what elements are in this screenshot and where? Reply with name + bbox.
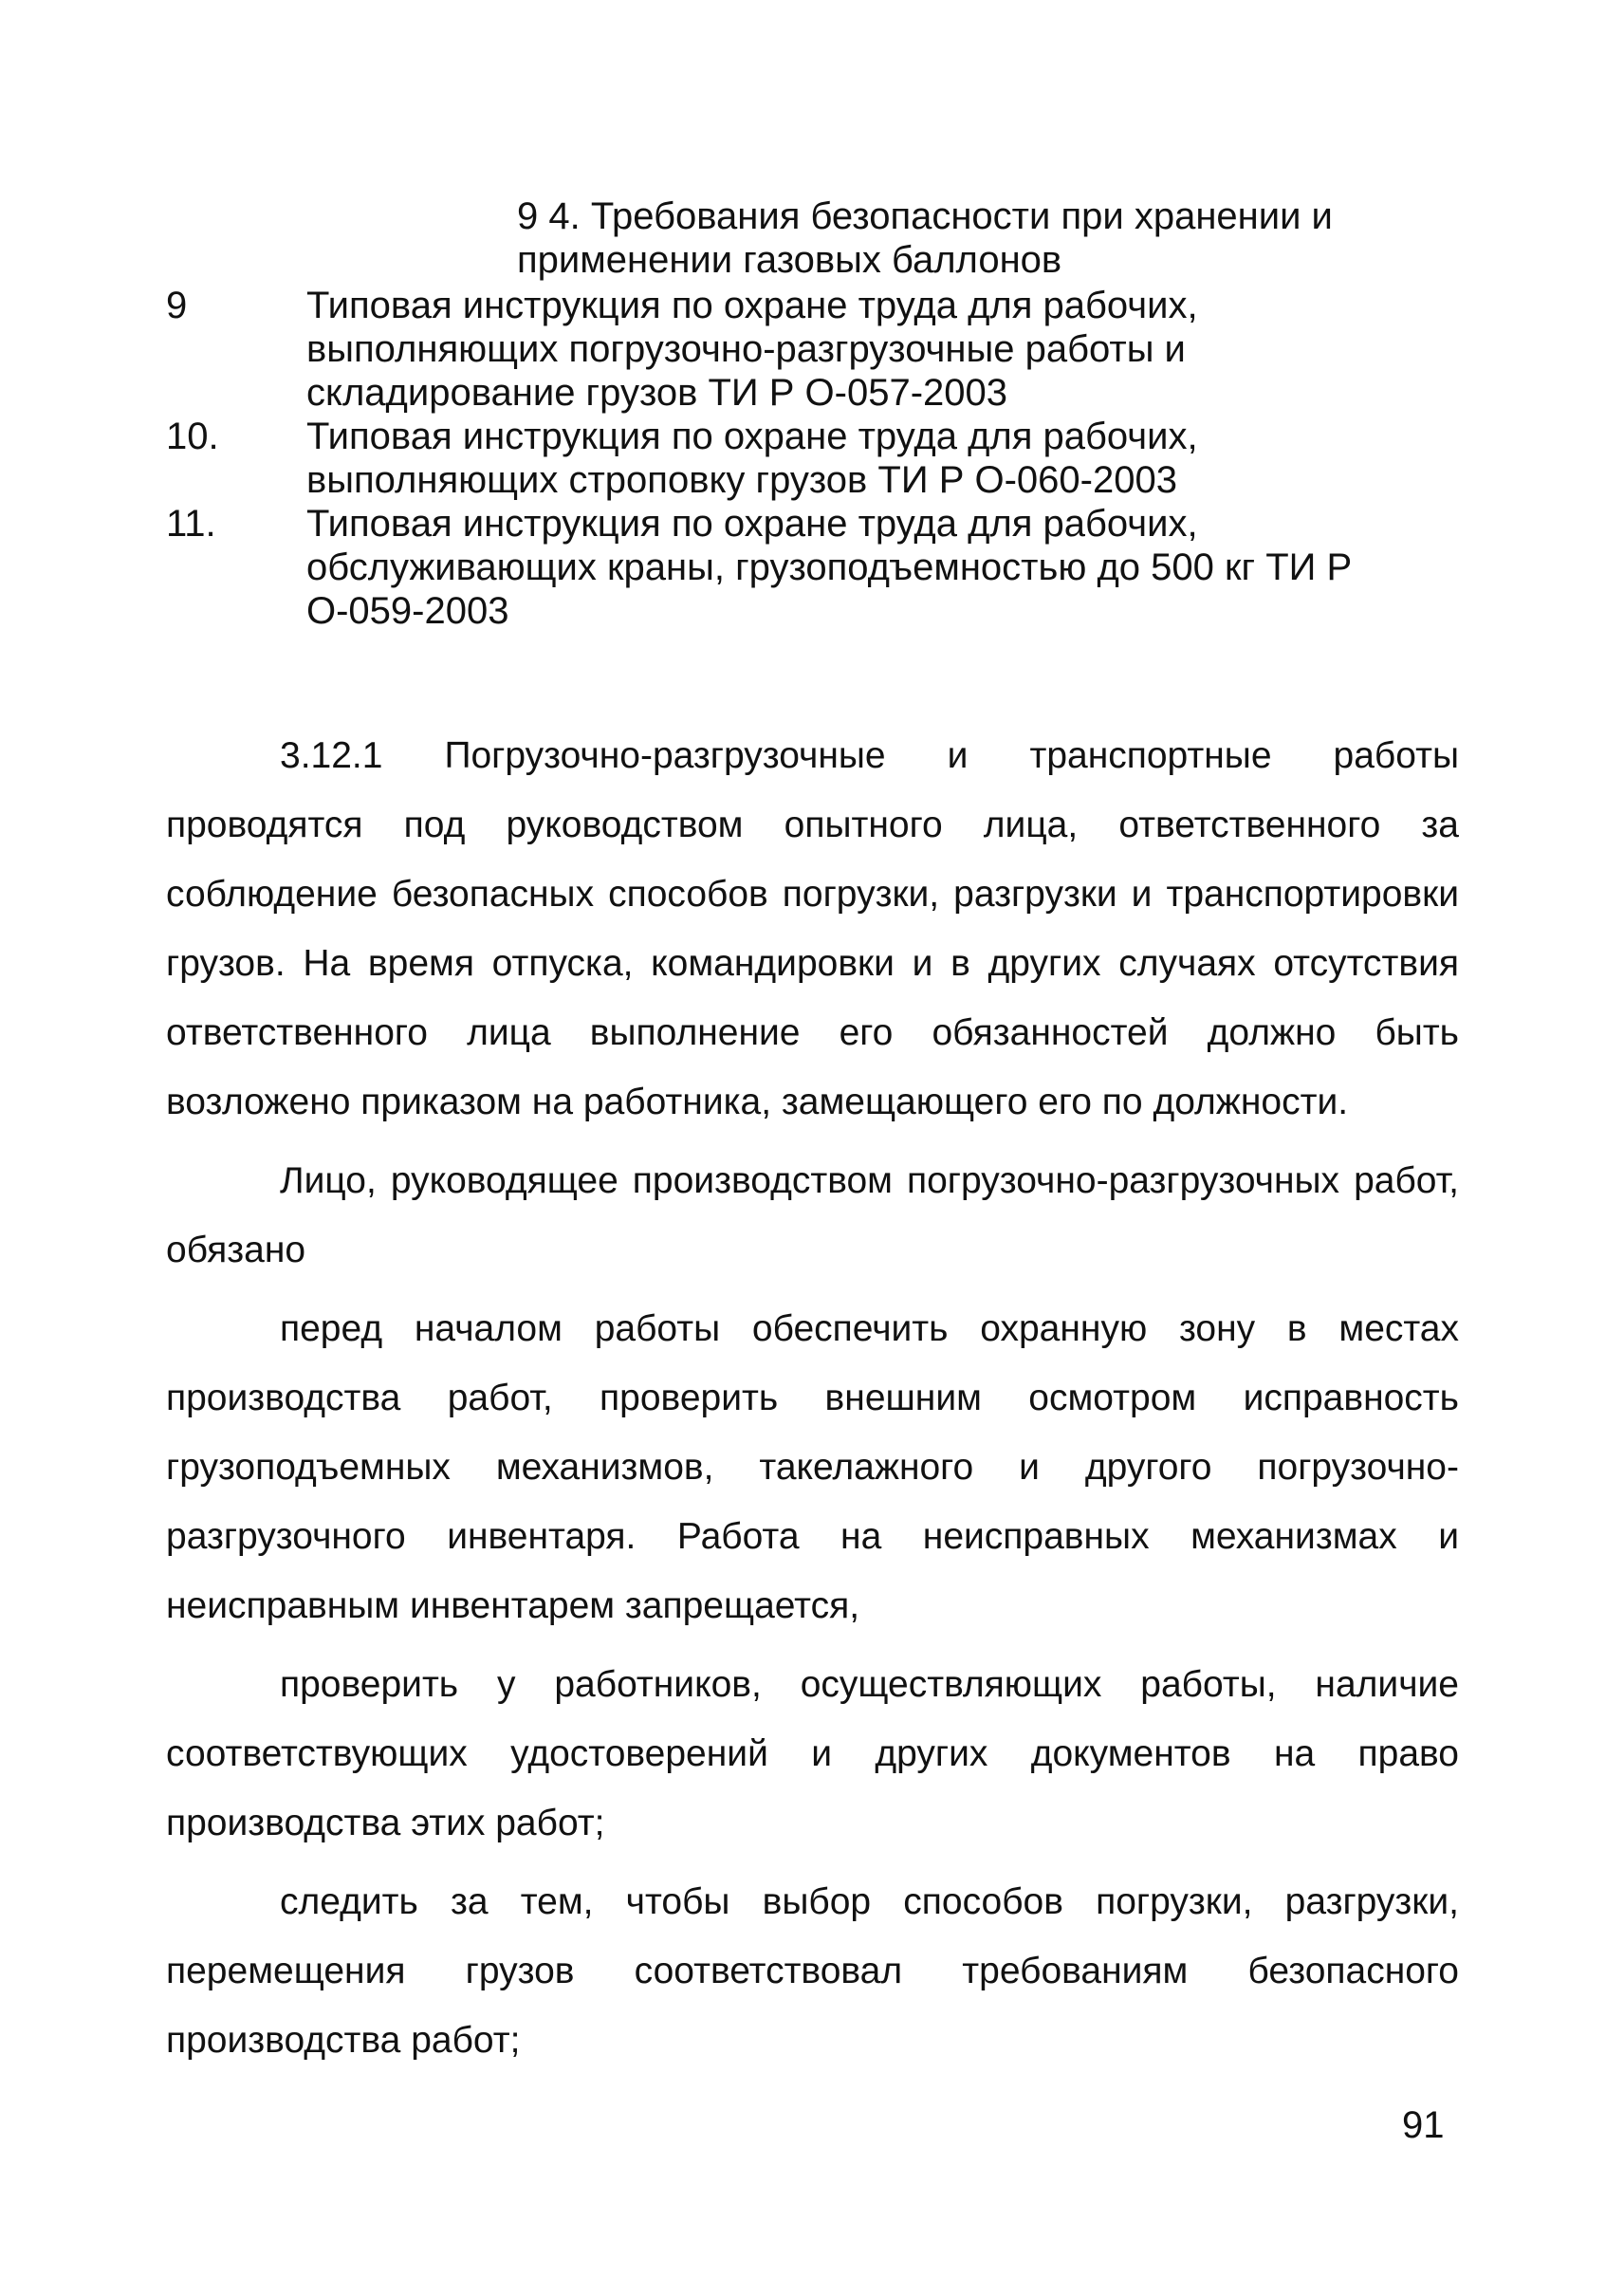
list-item xyxy=(166,502,1456,633)
page-number: 91 xyxy=(1402,2104,1445,2146)
instruction-list xyxy=(166,194,1456,633)
list-item-number: 10. xyxy=(166,416,219,457)
list-item-number: 11. xyxy=(166,503,216,545)
paragraph: Лицо, руководящее производством погрузочно-разгрузочных работ, обязано xyxy=(166,1160,1459,1270)
list-item xyxy=(166,415,1456,502)
list-heading: 9 4. Требования безопасности при хранении и применении газовых баллонов xyxy=(517,195,1333,281)
body-text xyxy=(166,721,1459,2084)
paragraph: перед началом работы обеспечить охранную зону в местах производства работ, проверить внешним осмотром исправность грузоподъемных механизмов, такелажного и другого погрузочно-разгрузочного инвентаря. Работа на неисправных механизмах и неисправным инвентарем запрещается, xyxy=(166,1308,1459,1626)
list-item-number: 9 xyxy=(166,285,188,326)
list-item-text: Типовая инструкция по охране труда для рабочих, выполняющих погрузочно-разгрузочные работы и складирование грузов ТИ Р О-057-2003 xyxy=(306,285,1198,414)
list-item xyxy=(166,284,1456,415)
list-item-text: Типовая инструкция по охране труда для рабочих, обслуживающих краны, грузоподъемностью до 500 кг ТИ Р О-059-2003 xyxy=(306,503,1353,632)
paragraph: следить за тем, чтобы выбор способов погрузки, разгрузки, перемещения грузов соответствовал требованиям безопасного производства работ; xyxy=(166,1881,1459,2061)
paragraph: 3.12.1 Погрузочно-разгрузочные и транспортные работы проводятся под руководством опытного лица, ответственного за соблюдение безопасных способов погрузки, разгрузки и транспортировки грузов. На время отпуска, командировки и в других случаях отсутствия ответственного лица выполнение его обязанностей должно быть возложено приказом на работника, замещающего его по должности. xyxy=(166,735,1459,1122)
list-item-text: Типовая инструкция по охране труда для рабочих, выполняющих строповку грузов ТИ Р О-060-2003 xyxy=(306,416,1198,501)
paragraph: проверить у работников, осуществляющих работы, наличие соответствующих удостоверений и других документов на право производства этих работ; xyxy=(166,1664,1459,1843)
